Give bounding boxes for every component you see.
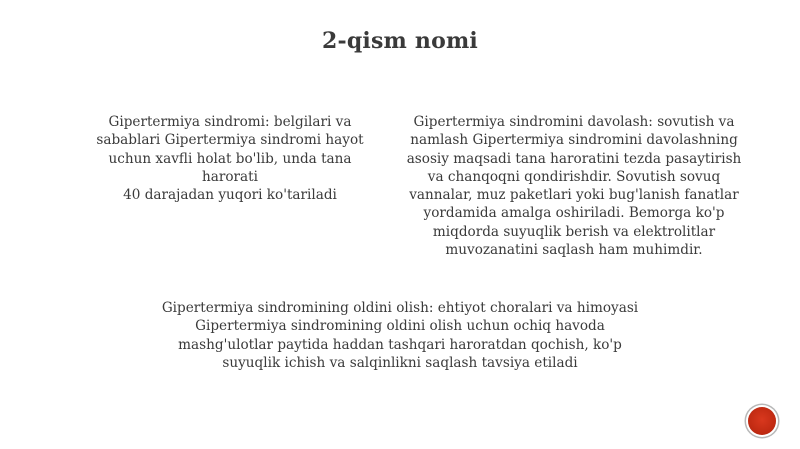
treatment-text: Gipertermiya sindromini davolash: sovutish va namlash Gipertermiya sindromini davolashning asosiy maqsadi tana haroratini tezda pasaytirish va chanqoqni qondirishdir. Sovutish sovuq vannalar, muz paketlari yoki bug'lanish fanatlar yordamida amalga oshiriladi. Bemorga ko'p miqdorda suyuqlik berish va elektrolitlar muvozanatini saqlash ham muhimdir. bbox=[406, 114, 742, 259]
prevention-text: Gipertermiya sindromining oldini olish: ehtiyot choralari va himoyasi Gipertermiya sindromining oldini olish uchun ochiq havoda mashg'ulotlar paytida haddan tashqari haroratdan qochish, ko'p suyuqlik ichish va salqinlikni saqlash tavsiya etiladi bbox=[161, 300, 639, 371]
slide-title: 2-qism nomi bbox=[321, 28, 478, 54]
symptoms-text: Gipertermiya sindromi: belgilari va sabablari Gipertermiya sindromi hayot uchun xavfli holat bo'lib, unda tana harorati 40 darajadan yuqori ko'tariladi bbox=[96, 114, 364, 204]
next-slide-icon[interactable] bbox=[748, 407, 776, 435]
